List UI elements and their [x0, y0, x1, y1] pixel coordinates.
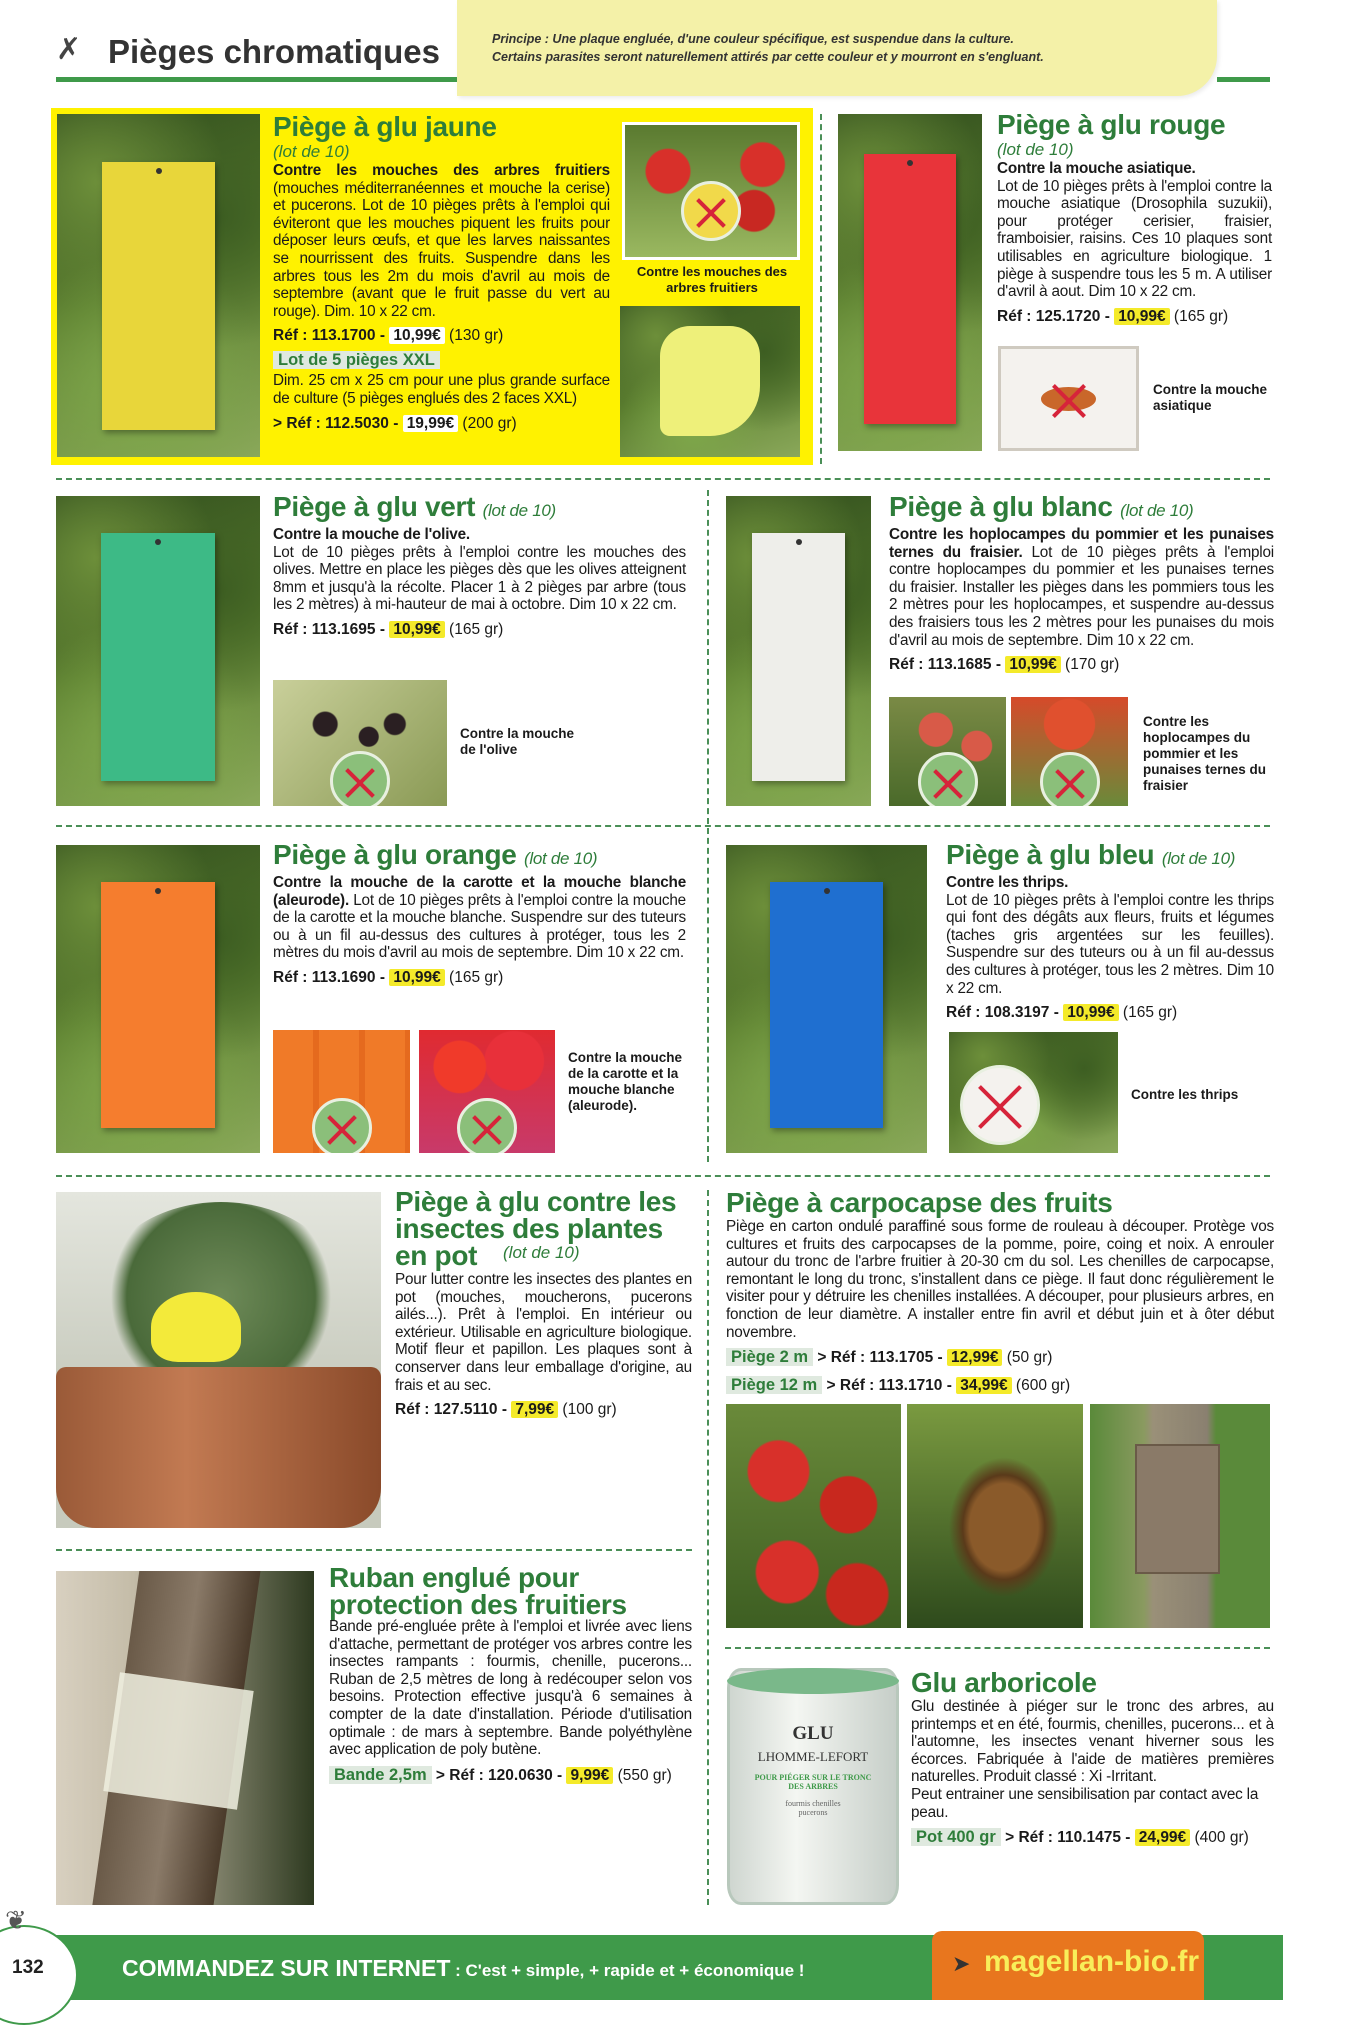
product-title: Piège à carpocapse des fruits — [726, 1187, 1113, 1218]
variant-tag: Piège 2 m — [726, 1348, 813, 1366]
principle-line-1: Principe : Une plaque engluée, d'une couleur spécifique, est suspendue dans la culture. — [492, 32, 1014, 46]
product-lead: Contre les mouches des arbres fruitiers — [273, 162, 610, 179]
header-rule-right — [1217, 77, 1270, 82]
cursor-icon: ➤ — [952, 1951, 971, 1976]
xxl-weight: (200 gr) — [458, 414, 517, 432]
orange-caption: Contre la mouche de la carotte et la mouche blanche (aleurode). — [568, 1050, 683, 1113]
product-title: Piège à glu orange — [273, 839, 517, 870]
can-label-brand: GLU — [792, 1723, 834, 1744]
product-description: Piège en carton ondulé paraffiné sous forme de rouleau à découper. Protège vos cultures et fruits des carpocapses de la pomme, poire, coing et noix. A enrouler autour du tronc de l'arbre fruitier à 20-30 cm du sol. Les chenilles de carpocapse, remontant le long du tronc, s'installent dans ce piège. Il faut donc régulièrement le visiter pour y détruire les chenilles installées. A découper, pour plusieurs arbres, en fonction de leur diamètre. A installer entre fin avril et début juin et à ôter début novembre. — [726, 1218, 1274, 1341]
product-description: (mouches méditerranéennes et mouche la cerise) et pucerons. Lot de 10 pièges prêts à l'emploi qui éviteront que les mouches piquent les fruits pour déposer leurs œufs, et que les larves naissantes se nourrissent des fruits. Suspendre dans les arbres tous les 2m du mois d'avril au mois de septembre (avant que le fruit passe du vert au rouge). Dim. 10 x 22 cm. — [273, 179, 610, 320]
page-title: Pièges chromatiques — [108, 33, 440, 70]
product-lot: (lot de 10) — [273, 142, 350, 161]
product-weight: (170 gr) — [1060, 656, 1120, 674]
thrips-photo — [949, 1032, 1118, 1153]
orange-trap-photo — [56, 845, 260, 1153]
olive-photo — [273, 680, 447, 806]
product-price: 10,99€ — [1063, 1004, 1118, 1021]
product-lot: (lot de 10) — [997, 140, 1074, 159]
product-title: Piège à glu vert — [273, 491, 476, 522]
flower-photo — [419, 1030, 555, 1153]
xxl-tag: Lot de 5 pièges XXL — [273, 351, 440, 369]
xxl-ref: > Réf : 112.5030 - — [273, 414, 403, 432]
cherry-photo — [622, 122, 800, 260]
product-lot: (lot de 10) — [482, 501, 556, 520]
divider — [56, 478, 1270, 480]
variant-weight: (600 gr) — [1011, 1377, 1071, 1395]
product-ref: Réf : 113.1690 - — [273, 968, 390, 986]
product-description: Pour lutter contre les insectes des plantes en pot (mouches, moucherons, pucerons ailés...). Prêt à l'emploi. En intérieur ou extérieur. Utilisable en agriculture biologique. Motif fleur et papillon. Les plaques sont à conserver dans leur emballage d'origine, au frais et au sec. — [395, 1271, 692, 1394]
product-weight: (165 gr) — [1118, 1004, 1178, 1022]
tree-band-photo — [56, 1571, 314, 1905]
product-lead: Contre la mouche de l'olive. — [273, 526, 470, 543]
variant-tag: Pot 400 gr — [911, 1828, 1001, 1846]
product-weight: (550 gr) — [613, 1766, 672, 1784]
product-title: Piège à glu blanc — [889, 491, 1113, 522]
product-price: 24,99€ — [1135, 1829, 1190, 1846]
product-lead: Contre la mouche asiatique. — [997, 160, 1196, 177]
product-title: Piège à glu contre les insectes des plantes en pot — [395, 1186, 677, 1271]
product-lead: Contre la mouche de la carotte et la mouche blanche (aleurode). — [273, 874, 686, 909]
asian-fly-photo — [998, 346, 1139, 451]
product-title: Piège à glu jaune — [273, 111, 497, 142]
strawberry-bug-photo — [1011, 697, 1128, 806]
apple-sawfly-photo — [889, 697, 1006, 806]
yellow-caption: Contre les mouches des arbres fruitiers — [636, 264, 788, 295]
divider — [707, 1190, 709, 1905]
yellow-trap-photo — [57, 114, 260, 457]
divider — [56, 825, 1270, 827]
variant-ref: > Réf : 113.1710 - — [822, 1377, 957, 1395]
product-weight: (165 gr) — [444, 968, 504, 986]
can-label-maker: LHOMME-LEFORT — [757, 1749, 869, 1764]
product-description: Bande pré-engluée prête à l'emploi et livrée avec liens d'attache, permettant de protéger vos arbres contre les insectes rampants : fourmis, chenille, pucerons... Ruban de 2,5 mètres de long à redécouper selon vos besoins. Protection effective jusqu'à 6 semaines à compter de la date d'installation. Période d'utilisation optimale : de mars à septembre. Bande polyéthylène avec application de poly butène. — [329, 1618, 692, 1759]
carrot-photo — [273, 1030, 410, 1153]
product-lot: (lot de 10) — [503, 1243, 580, 1262]
product-warning: Peut entrainer une sensibilisation par contact avec la peau. — [911, 1785, 1259, 1821]
product-title: Ruban englué pour protection des fruitiers — [329, 1562, 627, 1620]
product-lot: (lot de 10) — [1161, 849, 1236, 868]
walnut-photo — [907, 1404, 1083, 1628]
principle-note — [457, 0, 1217, 96]
product-price: 9,99€ — [566, 1767, 613, 1784]
variant-tag: Bande 2,5m — [329, 1766, 432, 1784]
product-lead: Contre les hoplocampes du pommier et les punaises ternes du fraisier. — [889, 526, 1274, 561]
header-rule — [56, 77, 457, 82]
product-description: Lot de 10 pièges prêts à l'emploi contre la mouche de la carotte et la mouche blanche. Suspendre sur des tuteurs ou à un fil au-dessus des cultures à protéger, tous les 2 mètres du mois d'avril au mois de septembre. Dim 10 x 22 cm. — [273, 891, 686, 962]
leaf-logo-icon: ❦ — [5, 1905, 27, 1935]
apple-photo — [726, 1404, 901, 1628]
product-lot: (lot de 10) — [524, 849, 598, 868]
website-link-button[interactable] — [932, 1931, 1204, 2000]
blue-caption: Contre les thrips — [1131, 1087, 1239, 1102]
product-lead: Contre les thrips. — [946, 874, 1069, 891]
product-ref: Réf : 127.5110 - — [395, 1401, 512, 1419]
product-price: 10,99€ — [1005, 656, 1060, 673]
variant-weight: (50 gr) — [1002, 1349, 1053, 1367]
xxl-trap-photo — [620, 306, 800, 457]
product-weight: (100 gr) — [558, 1401, 617, 1419]
green-trap-photo — [56, 496, 260, 806]
product-price: 10,99€ — [389, 327, 444, 344]
product-ref: Réf : 113.1695 - — [273, 620, 390, 638]
product-title: Piège à glu rouge — [997, 109, 1226, 140]
footer-order-tagline: : C'est + simple, + rapide et + économique ! — [450, 1961, 805, 1980]
divider — [820, 114, 822, 464]
product-ref: Réf : 125.1720 - — [997, 307, 1115, 325]
footer-order-bold: COMMANDEZ SUR INTERNET — [122, 1955, 451, 1981]
trunk-band-photo — [1090, 1404, 1270, 1628]
divider — [725, 1647, 1270, 1649]
divider — [56, 1549, 692, 1551]
can-label-use: POUR PIÉGER SUR LE TRONC DES ARBRES — [754, 1773, 872, 1791]
product-ref: Réf : 113.1685 - — [889, 656, 1006, 674]
product-weight: (400 gr) — [1190, 1829, 1249, 1847]
product-lot: (lot de 10) — [1120, 501, 1194, 520]
variant-tag: Piège 12 m — [726, 1376, 822, 1394]
xxl-description: Dim. 25 cm x 25 cm pour une plus grande surface de culture (5 pièges englués des 2 faces XXL) — [273, 372, 610, 407]
product-ref: Réf : 108.3197 - — [946, 1004, 1064, 1022]
principle-line-2: Certains parasites seront naturellement attirés par cette couleur et y mourront en s'engluant. — [492, 50, 1044, 64]
red-trap-photo — [838, 114, 982, 451]
product-weight: (165 gr) — [444, 620, 504, 638]
product-price: 10,99€ — [389, 969, 444, 986]
product-title: Piège à glu bleu — [946, 839, 1155, 870]
product-description: Lot de 10 pièges prêts à l'emploi contre les mouches des olives. Mettre en place les pièges dès que les olives atteignent 8mm et jusqu'à la récolte. Placer 1 à 2 pièges par arbre (tous les 2 mètres) à mi-hauteur de mai à octobre. Dim 10 x 22 cm. — [273, 543, 686, 614]
product-description: Lot de 10 pièges prêts à l'emploi contre les thrips qui font des dégâts aux fleurs, fruits et légumes (taches gris argentées sur les feuilles). Suspendre sur des tuteurs ou à un fil au-dessus des cultures à protéger, tous les 2 mètres. Dim 10 x 22 cm. — [946, 891, 1274, 997]
red-caption: Contre la mouche asiatique — [1153, 382, 1268, 413]
product-description: Lot de 10 pièges prêts à l'emploi contre la mouche asiatique (Drosophila suzukii), pour protéger cerisier, fraisier, framboisier, raisins. Ces 10 plaques sont utilisables en agriculture biologique. 1 piège à suspendre tous les 5 m. A utiliser d'avril à aout. Dim 10 x 22 cm. — [997, 177, 1272, 301]
white-trap-photo — [726, 496, 871, 806]
product-weight: (165 gr) — [1169, 307, 1229, 325]
glue-can-photo — [727, 1668, 899, 1905]
product-price: 10,99€ — [1114, 308, 1169, 325]
product-description: Lot de 10 pièges prêts à l'emploi contre hoplocampes du pommier et les punaises ternes du fraisier. Installer les pièges dans les pommiers tous les 2 mètres pour les hoplocampes, et suspendre au-dessus des fraisiers tous les 2 mètres pour les punaises du mois d'avril au mois de septembre. Dim 10 x 22 cm. — [889, 543, 1275, 649]
product-ref: Réf : 113.1700 - — [273, 327, 390, 345]
product-ref: > Réf : 110.1475 - — [1000, 1829, 1135, 1847]
variant-ref: > Réf : 113.1705 - — [813, 1349, 948, 1367]
product-price: 7,99€ — [511, 1401, 558, 1418]
page-number: 132 — [12, 1957, 44, 1978]
green-caption: Contre la mouche de l'olive — [460, 726, 575, 757]
variant-price: 12,99€ — [947, 1349, 1002, 1366]
potted-plant-photo — [56, 1192, 381, 1528]
product-title: Glu arboricole — [911, 1667, 1097, 1698]
product-ref: > Réf : 120.0630 - — [431, 1766, 567, 1784]
divider — [56, 1175, 1270, 1177]
product-price: 10,99€ — [389, 621, 444, 638]
xxl-price: 19,99€ — [403, 415, 458, 432]
product-weight: (130 gr) — [444, 327, 504, 345]
product-description: Glu destinée à piéger sur le tronc des arbres, au printemps et en été, fourmis, chenilles, pucerons... et à l'automne, les insectes venant hiverner sous les écorces. Fabriquée à l'aide de matières premières naturelles. Produit classé : Xi -Irritant. — [911, 1698, 1274, 1786]
white-caption: Contre les hoplocampes du pommier et les punaises ternes du fraisier — [1143, 714, 1267, 793]
blue-trap-photo — [726, 845, 927, 1153]
insect-icon: ✗ — [56, 33, 82, 66]
can-label-pests: fourmis chenilles pucerons — [785, 1799, 841, 1817]
website-link[interactable]: magellan-bio.fr — [984, 1945, 1200, 1978]
variant-price: 34,99€ — [956, 1377, 1011, 1394]
